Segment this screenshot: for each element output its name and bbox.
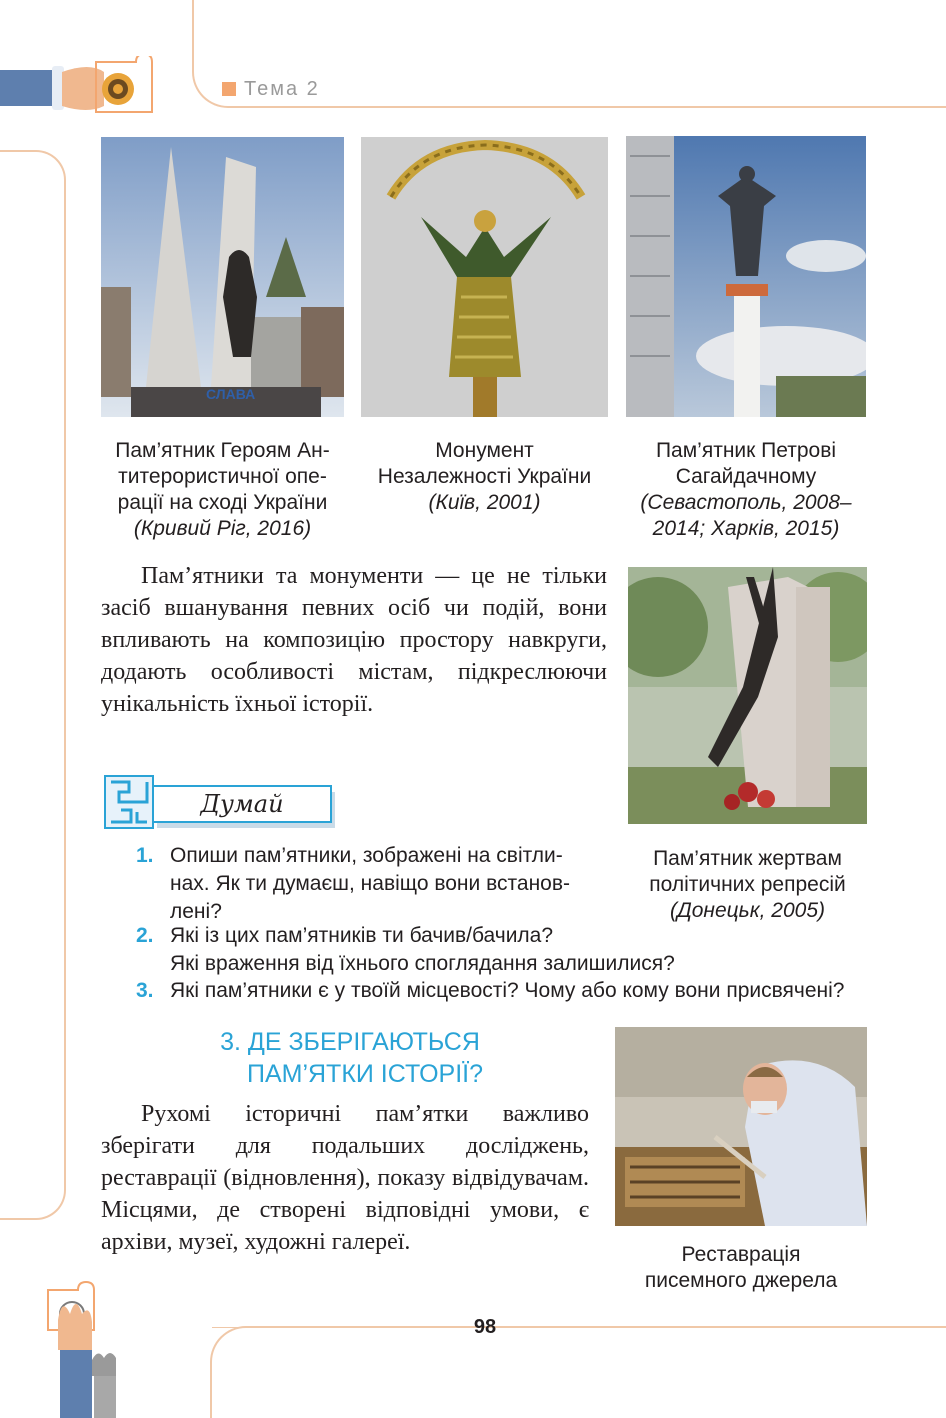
hands-puzzle-icon <box>30 1280 150 1418</box>
monument-inscription: СЛАВА <box>206 386 256 402</box>
caption-ato-monument: Пам’ятник Героям Ан- титерористичної опе- рації на сході України (Кривий Ріг, 2016) <box>115 439 330 540</box>
page-number-line-right <box>508 1327 946 1328</box>
page-frame-bottom <box>210 1326 946 1418</box>
think-label: Думай <box>200 790 284 818</box>
page-number: 98 <box>473 1316 497 1338</box>
hand-puzzle-icon <box>0 56 160 122</box>
photo-repressions-monument <box>628 567 867 824</box>
think-question-2: 2. Які із цих пам’ятників ти бачив/бачила? Які враження від їхнього споглядання залишилися? <box>136 924 675 975</box>
photo-independence-monument <box>361 137 608 417</box>
caption-restoration: Реставрація писемного джерела <box>644 1243 838 1292</box>
page-number-line-left <box>212 1327 462 1328</box>
photo-restoration <box>615 1027 867 1226</box>
think-question-1: 1. Опиши пам’ятники, зображені на світли- нах. Як ти думаєш, навіщо вони встанов- лені? <box>136 844 571 923</box>
think-badge <box>101 772 341 832</box>
photo-sahaidachny-monument <box>626 136 866 417</box>
caption-independence-monument: Монумент Незалежності України (Київ, 2001) <box>377 439 592 514</box>
paragraph-monuments: Пам’ятники та монументи — це не тільки засіб вшанування певних осіб чи подій, вони впливають на композицію простору навкруги, додають особливості містам, підкреслюючи унікальність їхньої історії. <box>101 563 607 717</box>
topic-label: Тема 2 <box>222 78 320 101</box>
section-heading: 3. ДЕ ЗБЕРІГАЮТЬСЯ ПАМ’ЯТКИ ІСТОРІЇ? <box>220 1028 484 1088</box>
caption-sahaidachny-monument: Пам’ятник Петрові Сагайдачному (Севастополь, 2008– 2014; Харків, 2015) <box>640 439 852 540</box>
page-frame-left <box>0 150 66 1220</box>
think-question-3: 3. Які пам’ятники є у твоїй місцевості? Чому або кому вони присвячені? <box>136 979 845 1002</box>
photo-ato-monument <box>101 137 344 417</box>
caption-repressions-monument: Пам’ятник жертвам політичних репресій (Донецьк, 2005) <box>649 847 846 922</box>
paragraph-storage: Рухомі історичні пам’ятки важливо зберігати для подальших досліджень, реставрації (відновлення), показу відвідувачам. Місцями, де створені відповідні умови, є архіви, музеї, художні галереї. <box>101 1101 589 1255</box>
